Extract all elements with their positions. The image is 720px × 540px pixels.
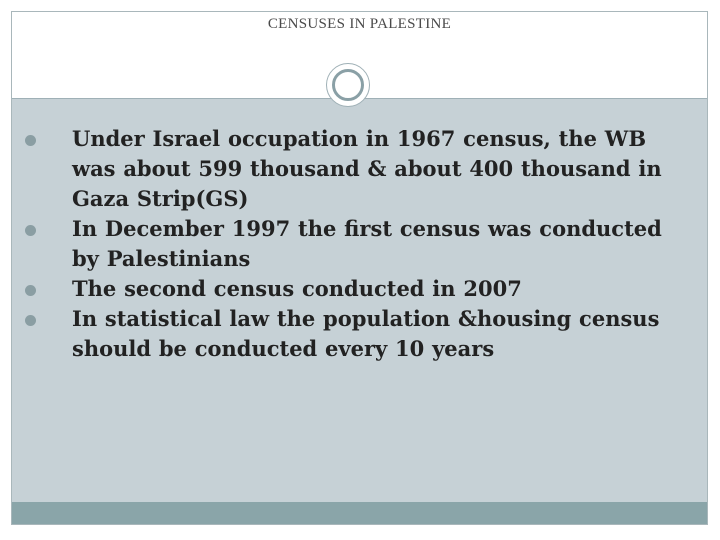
bullet-item <box>20 274 680 304</box>
bullet-dot-icon <box>25 225 36 236</box>
bullet-text: In December 1997 the first census was conducted by Palestinians <box>72 216 662 271</box>
bullet-item <box>20 124 680 214</box>
slide-title: CENSUSES IN PALESTINE <box>267 16 452 32</box>
circle-ornament-ring <box>332 69 364 101</box>
bullet-text: The second census conducted in 2007 <box>72 276 522 301</box>
bullet-text: In statistical law the population &housing census should be conducted every 10 years <box>72 306 660 361</box>
circle-ornament-icon <box>326 63 370 107</box>
bullet-dot-icon <box>25 285 36 296</box>
bullet-dot-icon <box>25 135 36 146</box>
bullet-item <box>20 214 680 274</box>
bullet-item <box>20 304 680 364</box>
footer-bar <box>12 502 707 524</box>
bullet-text: Under Israel occupation in 1967 census, the WB was about 599 thousand & about 400 thousand in Gaza Strip(GS) <box>72 126 662 211</box>
bullet-list <box>20 124 680 364</box>
bullet-dot-icon <box>25 315 36 326</box>
